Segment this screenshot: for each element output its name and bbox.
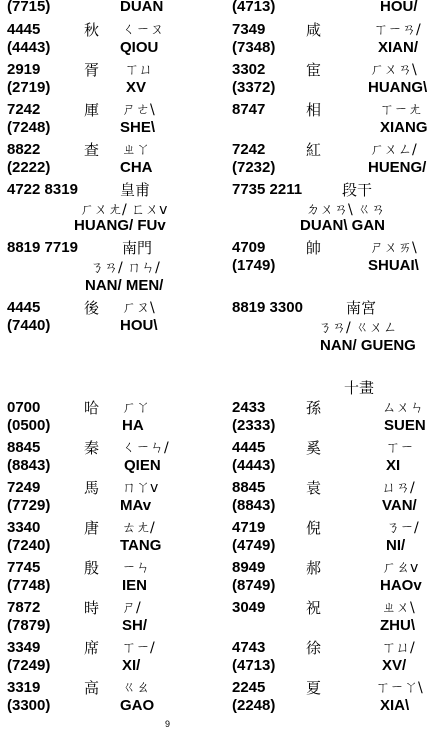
alt-code: (1749)	[232, 257, 276, 274]
pinyin: CHA	[120, 159, 153, 176]
alt-code: (7232)	[232, 159, 276, 176]
zhuyin: ㄊㄤ/	[122, 520, 155, 536]
pinyin: HOU/	[380, 0, 418, 15]
zhuyin: ㄕㄨㄞ\	[370, 240, 417, 256]
code: 3319	[7, 679, 41, 696]
compound-zhuyin: ㄋㄢ/ ㄍㄨㄥ	[318, 320, 398, 336]
hanzi: 夏	[306, 679, 322, 697]
pinyin: HA	[122, 417, 144, 434]
alt-code: (2248)	[232, 697, 276, 714]
alt-code: (0500)	[7, 417, 51, 434]
compound-code: 7735 2211	[232, 181, 303, 198]
code: 4445	[7, 21, 41, 38]
zhuyin: ㄒㄧㄚ\	[376, 680, 423, 696]
compound-code: 8819 7719	[7, 239, 78, 256]
zhuyin: ㄒㄧㄢ/	[374, 22, 421, 38]
pinyin: XI	[386, 457, 401, 474]
alt-code: (3300)	[7, 697, 51, 714]
hanzi: 胥	[84, 61, 100, 79]
hanzi: 紅	[306, 141, 322, 159]
zhuyin: ㄒㄧㄤ	[380, 102, 422, 118]
alt-code: (4443)	[232, 457, 276, 474]
alt-code: (8749)	[232, 577, 276, 594]
code: 4445	[7, 299, 41, 316]
pinyin: NI/	[386, 537, 406, 554]
hanzi: 倪	[306, 519, 322, 537]
pinyin: SUEN	[384, 417, 426, 434]
hanzi: 席	[84, 639, 100, 657]
hanzi: 哈	[84, 399, 100, 417]
compound-zhuyin: ㄏㄨㄤ/ ㄈㄨv	[80, 202, 168, 218]
compound-hanzi: 皇甫	[120, 181, 151, 199]
pinyin: HUENG/	[368, 159, 427, 176]
hanzi: 宦	[306, 61, 322, 79]
compound-code: 4722 8319	[7, 181, 78, 198]
zhuyin: ㄏㄠv	[382, 560, 419, 576]
hanzi: 後	[84, 299, 100, 317]
hanzi: 殷	[84, 559, 100, 577]
alt-code: (7348)	[232, 39, 276, 56]
hanzi: 秋	[84, 21, 100, 39]
alt-code: (7729)	[7, 497, 51, 514]
pinyin: HAOv	[380, 577, 422, 594]
zhuyin: ㄓㄚ	[122, 142, 150, 158]
hanzi: 唐	[84, 519, 100, 537]
zhuyin: ㄒㄩ	[125, 62, 153, 78]
compound-hanzi: 南宮	[346, 299, 377, 317]
pinyin: QIEN	[124, 457, 161, 474]
compound-pinyin: DUAN\ GAN	[300, 217, 385, 234]
zhuyin: ㄧㄣ	[122, 560, 150, 576]
hanzi: 查	[84, 141, 100, 159]
zhuyin: ㄏㄚ	[122, 400, 150, 416]
pinyin: VAN/	[382, 497, 417, 514]
zhuyin: ㄒㄧ	[386, 440, 414, 456]
hanzi: 厙	[84, 101, 100, 119]
code: 7249	[7, 479, 41, 496]
compound-pinyin: NAN/ MEN/	[85, 277, 164, 294]
code: 7745	[7, 559, 41, 576]
zhuyin: ㄩㄢ/	[382, 480, 415, 496]
zhuyin: ㄇㄚv	[122, 480, 159, 496]
hanzi: 相	[306, 101, 322, 119]
pinyin: SHUAI\	[368, 257, 419, 274]
compound-zhuyin: ㄉㄨㄢ\ ㄍㄢ	[306, 202, 386, 218]
pinyin: XIANG	[380, 119, 428, 136]
code: 7242	[232, 141, 266, 158]
compound-hanzi: 段干	[342, 181, 373, 199]
zhuyin: ㄍㄠ	[122, 680, 150, 696]
zhuyin: ㄏㄨㄢ\	[370, 62, 417, 78]
pinyin: XIA\	[380, 697, 410, 714]
zhuyin: ㄑㄧㄡ	[122, 22, 164, 38]
code: 3349	[7, 639, 41, 656]
code: 8822	[7, 141, 41, 158]
zhuyin: ㄏㄨㄥ/	[370, 142, 417, 158]
zhuyin: ㄙㄨㄣ	[382, 400, 424, 416]
compound-zhuyin: ㄋㄢ/ ㄇㄣ/	[90, 260, 160, 276]
alt-code: (4443)	[7, 39, 51, 56]
code: 0700	[7, 399, 41, 416]
code: (4713)	[232, 0, 276, 15]
code: 4743	[232, 639, 266, 656]
code: 3340	[7, 519, 41, 536]
code: 7349	[232, 21, 266, 38]
hanzi: 咸	[306, 21, 322, 39]
zhuyin: ㄓㄨ\	[382, 600, 415, 616]
code: 8949	[232, 559, 266, 576]
hanzi: 秦	[84, 439, 100, 457]
hanzi: 袁	[306, 479, 322, 497]
pinyin: MAv	[120, 497, 152, 514]
hanzi: 高	[84, 679, 100, 697]
alt-code: (8843)	[232, 497, 276, 514]
hanzi: 祝	[306, 599, 322, 617]
zhuyin: ㄏㄡ\	[122, 300, 155, 316]
pinyin: HOU\	[120, 317, 158, 334]
code: 2919	[7, 61, 41, 78]
compound-hanzi: 南門	[122, 239, 153, 257]
zhuyin: ㄒㄧ/	[122, 640, 155, 656]
page-number: 9	[165, 719, 171, 729]
alt-code: (7240)	[7, 537, 51, 554]
alt-code: (7748)	[7, 577, 51, 594]
alt-code: (7879)	[7, 617, 51, 634]
code: 8845	[232, 479, 266, 496]
hanzi: 郝	[306, 559, 322, 577]
zhuyin: ㄋㄧ/	[386, 520, 419, 536]
code: 4445	[232, 439, 266, 456]
section-title: 十畫	[344, 379, 375, 397]
code: (7715)	[7, 0, 51, 15]
zhuyin: ㄒㄩ/	[382, 640, 415, 656]
hanzi: 孫	[306, 399, 322, 417]
compound-code: 8819 3300	[232, 299, 303, 316]
pinyin: XV	[126, 79, 147, 96]
pinyin: SHE\	[120, 119, 156, 136]
pinyin: XV/	[382, 657, 407, 674]
alt-code: (2719)	[7, 79, 51, 96]
code: 4709	[232, 239, 266, 256]
hanzi: 徐	[306, 639, 322, 657]
pinyin: XIAN/	[378, 39, 419, 56]
code: 2433	[232, 399, 266, 416]
code: 4719	[232, 519, 266, 536]
hanzi: 馬	[84, 479, 100, 497]
zhuyin: ㄕ/	[122, 600, 141, 616]
hanzi: 帥	[306, 239, 322, 257]
code: 2245	[232, 679, 266, 696]
alt-code: (4713)	[232, 657, 276, 674]
alt-code: (2333)	[232, 417, 276, 434]
code: 8845	[7, 439, 41, 456]
pinyin: TANG	[120, 537, 162, 554]
code: 7242	[7, 101, 41, 118]
pinyin: DUAN	[120, 0, 164, 15]
alt-code: (7249)	[7, 657, 51, 674]
compound-pinyin: NAN/ GUENG	[320, 337, 416, 354]
pinyin: HUANG\	[368, 79, 428, 96]
alt-code: (7440)	[7, 317, 51, 334]
zhuyin: ㄑㄧㄣ/	[122, 440, 169, 456]
hanzi: 時	[84, 599, 100, 617]
code: 3049	[232, 599, 266, 616]
alt-code: (8843)	[7, 457, 51, 474]
zhuyin: ㄕㄜ\	[122, 102, 155, 118]
pinyin: XI/	[122, 657, 141, 674]
code: 8747	[232, 101, 266, 118]
compound-pinyin: HUANG/ FUv	[74, 217, 166, 234]
alt-code: (2222)	[7, 159, 51, 176]
pinyin: QIOU	[120, 39, 159, 56]
code: 3302	[232, 61, 266, 78]
alt-code: (3372)	[232, 79, 276, 96]
alt-code: (7248)	[7, 119, 51, 136]
code: 7872	[7, 599, 41, 616]
pinyin: SH/	[122, 617, 148, 634]
pinyin: GAO	[120, 697, 155, 714]
pinyin: IEN	[122, 577, 148, 594]
alt-code: (4749)	[232, 537, 276, 554]
hanzi: 奚	[306, 439, 322, 457]
pinyin: ZHU\	[380, 617, 415, 634]
